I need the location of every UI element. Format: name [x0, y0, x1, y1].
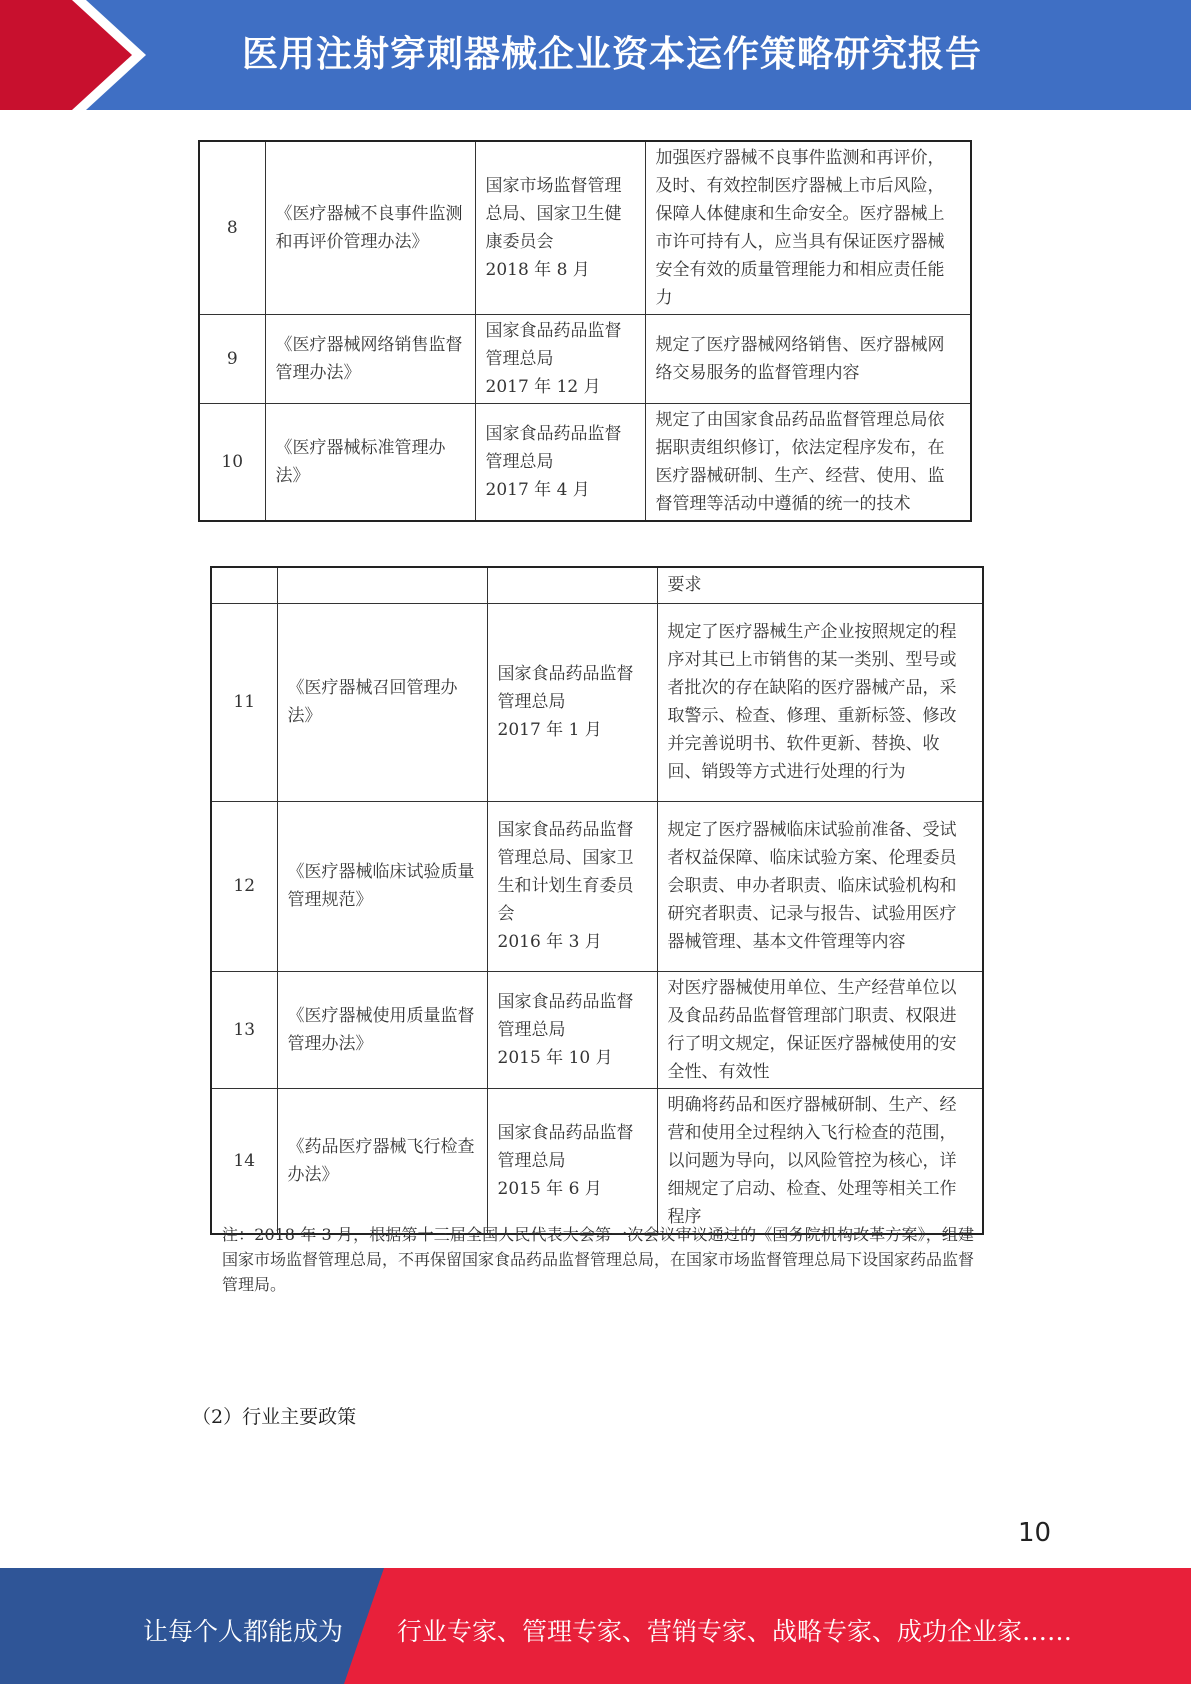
issuer: 国家食品药品监督管理总局 2017 年 4 月 [475, 404, 645, 522]
row-number: 9 [199, 315, 265, 404]
issuer: 国家市场监督管理总局、国家卫生健康委员会 2018 年 8 月 [475, 141, 645, 315]
content: 加强医疗器械不良事件监测和再评价，及时、有效控制医疗器械上市后风险，保障人体健康和生命安全。医疗器械上市许可持有人，应当具有保证医疗器械安全有效的质量管理能力和相应责任能力 [645, 141, 971, 315]
header-bar [0, 0, 1191, 110]
header-chevron-icon [0, 0, 160, 110]
table-row [199, 141, 971, 315]
row-number: 14 [211, 1088, 277, 1234]
row-number: 12 [211, 801, 277, 971]
issuer: 国家食品药品监督管理总局 2017 年 1 月 [487, 603, 657, 801]
table-note: 注：2018 年 3 月，根据第十三届全国人民代表大会第一次会议审议通过的《国务院机构改革方案》，组建国家市场监督管理总局，不再保留国家食品药品监督管理总局，在国家市场监督管理总局下设国家药品监督管理局。 [222, 1225, 975, 1294]
table-row [211, 801, 983, 971]
issuer: 国家食品药品监督管理总局 2015 年 6 月 [487, 1088, 657, 1234]
table-row [199, 404, 971, 522]
report-title: 医用注射穿刺器械企业资本运作策略研究报告 [242, 34, 983, 75]
issuer: 国家食品药品监督管理总局 2015 年 10 月 [487, 971, 657, 1088]
issuer: 国家食品药品监督管理总局、国家卫生和计划生育委员会 2016 年 3 月 [487, 801, 657, 971]
regulation-name: 《医疗器械网络销售监督管理办法》 [265, 315, 475, 404]
table-row [211, 603, 983, 801]
footer-bar [0, 1568, 1191, 1684]
footer-slogan-right: 行业专家、管理专家、营销专家、战略专家、成功企业家…… [397, 1617, 1073, 1646]
table-row [211, 1088, 983, 1234]
row-number [211, 567, 277, 603]
table-row [211, 971, 983, 1088]
row-number: 10 [199, 404, 265, 522]
section-heading: （2）行业主要政策 [192, 1406, 357, 1428]
regulation-name: 《医疗器械使用质量监督管理办法》 [277, 971, 487, 1088]
row-number: 11 [211, 603, 277, 801]
regulation-table-2 [210, 566, 984, 1235]
regulation-name: 《医疗器械标准管理办法》 [265, 404, 475, 522]
row-number: 8 [199, 141, 265, 315]
row-number: 13 [211, 971, 277, 1088]
regulation-table-1 [198, 140, 972, 522]
content: 规定了医疗器械生产企业按照规定的程序对其已上市销售的某一类别、型号或者批次的存在缺陷的医疗器械产品，采取警示、检查、修理、重新标签、修改并完善说明书、软件更新、替换、收回、销毁等方式进行处理的行为 [657, 603, 983, 801]
footer-slogan-left: 让每个人都能成为 [143, 1617, 344, 1646]
content: 规定了由国家食品药品监督管理总局依据职责组织修订，依法定程序发布，在医疗器械研制、生产、经营、使用、监督管理等活动中遵循的统一的技术 [645, 404, 971, 522]
content: 对医疗器械使用单位、生产经营单位以及食品药品监督管理部门职责、权限进行了明文规定，保证医疗器械使用的安全性、有效性 [657, 971, 983, 1088]
regulation-name [277, 567, 487, 603]
table-row [211, 567, 983, 603]
content: 规定了医疗器械网络销售、医疗器械网络交易服务的监督管理内容 [645, 315, 971, 404]
content: 明确将药品和医疗器械研制、生产、经营和使用全过程纳入飞行检查的范围，以问题为导向，以风险管控为核心，详细规定了启动、检查、处理等相关工作程序 [657, 1088, 983, 1234]
table-row [199, 315, 971, 404]
content: 要求 [657, 567, 983, 603]
regulation-name: 《医疗器械召回管理办法》 [277, 603, 487, 801]
page-number: 10 [1018, 1518, 1052, 1548]
regulation-name: 《医疗器械临床试验质量管理规范》 [277, 801, 487, 971]
issuer: 国家食品药品监督管理总局 2017 年 12 月 [475, 315, 645, 404]
regulation-name: 《医疗器械不良事件监测和再评价管理办法》 [265, 141, 475, 315]
content: 规定了医疗器械临床试验前准备、受试者权益保障、临床试验方案、伦理委员会职责、申办者职责、临床试验机构和研究者职责、记录与报告、试验用医疗器械管理、基本文件管理等内容 [657, 801, 983, 971]
issuer [487, 567, 657, 603]
regulation-name: 《药品医疗器械飞行检查办法》 [277, 1088, 487, 1234]
